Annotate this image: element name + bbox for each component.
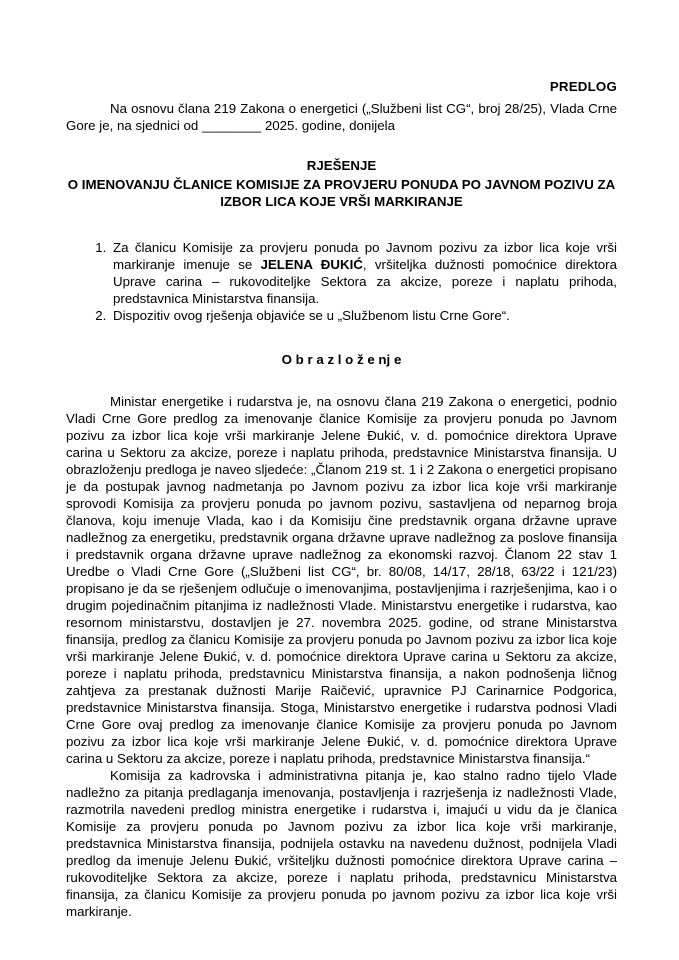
document-title: RJEŠENJE xyxy=(306,158,377,173)
explanation-paragraph-1: Ministar energetike i rudarstva je, na osnovu člana 219 Zakona o energetici, podnio Vladi Crne Gore predlog za imenovanje članice Komisije za provjeru ponuda po Javnom pozivu za izbor lica koje vrši markiranje Jelene Đukić, v. d. pomoćnice direktora Uprave carina u Sektoru za akcize, poreze i naplatu prihoda, predstavnice Ministarstva finansija. U obrazloženju predloga je naveo sljedeće: „Članom 219 st. 1 i 2 Zakona o energetici propisano je da postupak javnog nadmetanja po Javnom pozivu za izbor lica koje vrši markiranje sprovodi Komisija za provjeru ponuda po javnom pozivu, sastavljena od neparnog broja članova, koju imenuje Vlada, kao i da Komisiju čine predstavnik organa državne uprave nadležnog za energetiku, predstavnik organa državne uprave nadležnog za poslove finansija i predstavnik organa državne uprave nadležnog za ekonomski razvoj. Članom 22 stav 1 Uredbe o Vladi Crne Gore („Službeni list CG“, br. 80/08, 14/17, 28/18, 63/22 i 121/23) propisano je da se rješenjem odlučuje o imenovanjima, postavljenjima i razrješenjima, kao i o drugim pojedinačnim pitanjima iz nadležnosti Vlade. Ministarstvu energetike i rudarstva, kao resornom ministarstvu, dostavljen je 27. novembra 2025. godine, od strane Ministarstva finansija, predlog za članicu Komisije za provjeru ponuda po Javnom pozivu za izbor lica koje vrši markiranje Jelene Đukić, v. d. pomoćnice direktora Uprave carina u Sektoru za akcize, poreze i naplatu prihoda, predstavnicu Ministarstva finansija, a nakon podnošenja ličnog zahtjeva za prestanak dužnosti Marije Raičević, upravnice PJ Carinarnice Podgorica, predstavnice Ministarstva finansija. Stoga, Ministarstvo energetike i rudarstva podnosi Vladi Crne Gore ovaj predlog za imenovanje članice Komisije za provjeru ponuda po Javnom pozivu za izbor lica koje vrši markiranje Jelene Đukić, v. d. pomoćnice direktora Uprave carina u Sektoru za akcize, poreze i naplatu prihoda, predstavnice Ministarstva finansija.“ xyxy=(66,394,617,766)
preamble-paragraph: Na osnovu člana 219 Zakona o energetici („Službeni list CG“, broj 28/25), Vlada Crne Gore je, na sjednici od ________ 2025. godine, donijela xyxy=(66,101,617,133)
document-subtitle: O IMENOVANJU ČLANICE KOMISIJE ZA PROVJERU PONUDA PO JAVNOM POZIVU ZA IZBOR LICA KOJE VRŠI MARKIRANJE xyxy=(67,177,616,209)
decision-item-2 xyxy=(110,307,617,324)
decision-item-1-text-pre: Za članicu Komisije za provjeru ponuda po Javnom pozivu za izbor lica koje vrši markiranje imenuje se xyxy=(113,240,617,272)
decision-item-1 xyxy=(110,239,617,307)
section-heading-obrazlozenje: O b r a z l o ž e nj e xyxy=(281,352,402,367)
document-label-predlog: PREDLOG xyxy=(549,79,617,94)
decision-item-2-text: Dispozitiv ovog rješenja objaviće se u „Službenom listu Crne Gore“. xyxy=(113,308,510,323)
explanation-paragraph-2: Komisija za kadrovska i administrativna pitanja je, kao stalno radno tijelo Vlade nadležno za pitanja predlaganja imenovanja, postavljenja i razrješenja iz nadležnosti Vlade, razmotrila navedeni predlog ministra energetike i rudarstva i, imajući u vidu da je članica Komisije za provjeru ponuda po Javnom pozivu za izbor lica koje vrši markiranje, predstavnica Ministarstva finansija, podnijela ostavku na navedenu dužnost, podnijela Vladi predlog da imenuje Jelenu Đukić, vršiteljku dužnosti pomoćnice direktora Uprave carina – rukovoditeljke Sektora za akcize, poreze i naplatu prihoda, predstavnicu Ministarstva finansija, za članicu Komisije za provjeru ponuda po javnom pozivu za izbor lica koje vrši markiranje. xyxy=(66,768,617,919)
decision-item-1-text-post: , vršiteljka dužnosti pomoćnice direktora Uprave carina – rukovoditeljke Sektora za akcize, poreze i naplatu prihoda, predstavnica Ministarstva finansija. xyxy=(113,257,617,306)
appointee-name: JELENA ĐUKIĆ xyxy=(260,257,363,272)
decision-list xyxy=(66,239,617,324)
